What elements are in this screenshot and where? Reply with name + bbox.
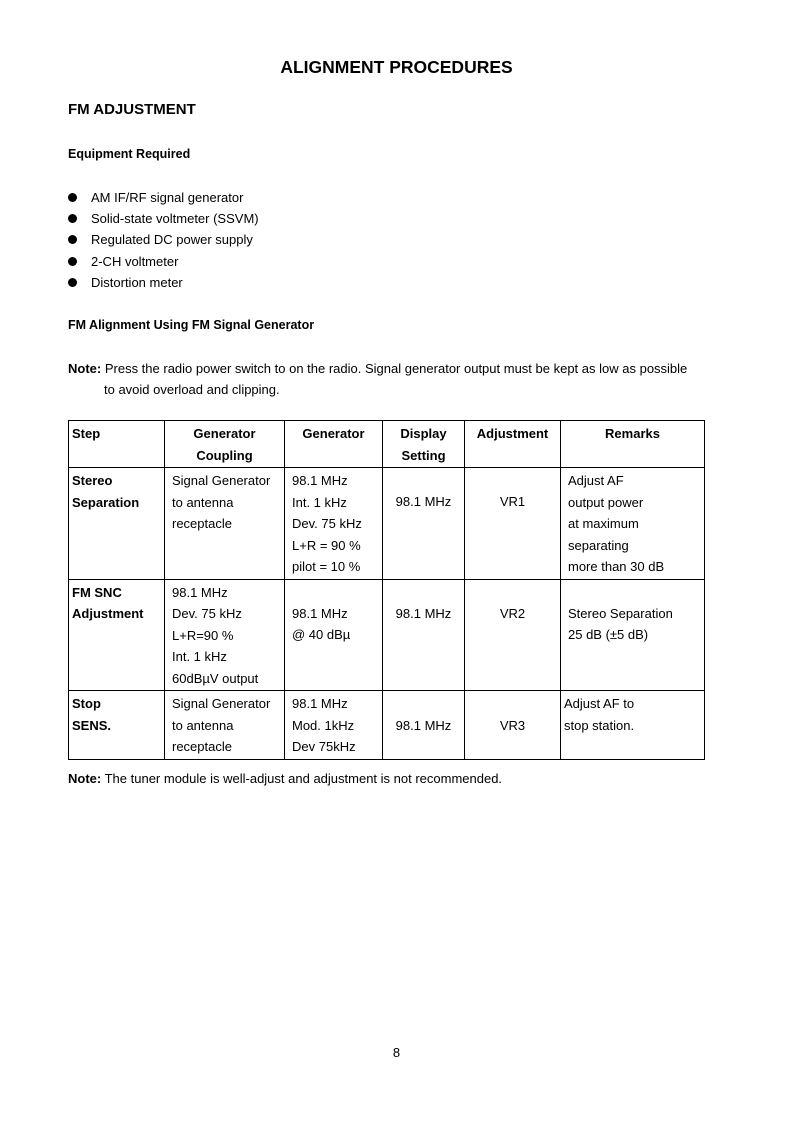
header-remarks: Remarks — [561, 421, 705, 468]
adjustment-cell: VR1 — [465, 468, 561, 580]
header-adjustment: Adjustment — [465, 421, 561, 468]
display-cell: 98.1 MHz — [383, 579, 465, 691]
table-row — [69, 468, 705, 580]
display-cell: 98.1 MHz — [383, 468, 465, 580]
step-cell: Stereo Separation — [69, 468, 165, 580]
coupling-cell: Signal Generator to antenna receptacle — [165, 468, 285, 580]
note-tuner: Note: The tuner module is well-adjust and adjustment is not recommended. — [68, 771, 503, 786]
page-title: ALIGNMENT PROCEDURES — [280, 57, 513, 77]
display-cell: 98.1 MHz — [383, 691, 465, 760]
alignment-heading: FM Alignment Using FM Signal Generator — [68, 318, 315, 332]
list-item: Regulated DC power supply — [68, 229, 259, 250]
remarks-cell: Stereo Separation 25 dB (±5 dB) — [561, 579, 705, 691]
table-row — [69, 691, 705, 760]
list-item: AM IF/RF signal generator — [68, 187, 259, 208]
generator-cell: 98.1 MHz @ 40 dBµ — [285, 579, 383, 691]
alignment-table — [68, 420, 705, 760]
bullet-icon — [68, 257, 77, 266]
adjustment-cell: VR2 — [465, 579, 561, 691]
step-cell: FM SNC Adjustment — [69, 579, 165, 691]
header-generator: Generator — [285, 421, 383, 468]
section-heading: FM ADJUSTMENT — [68, 101, 196, 118]
remarks-cell: Adjust AF to stop station. — [561, 691, 705, 760]
generator-cell: 98.1 MHz Mod. 1kHz Dev 75kHz — [285, 691, 383, 760]
bullet-icon — [68, 214, 77, 223]
step-cell: Stop SENS. — [69, 691, 165, 760]
adjustment-cell: VR3 — [465, 691, 561, 760]
equipment-heading: Equipment Required — [68, 147, 191, 161]
coupling-cell: Signal Generator to antenna receptacle — [165, 691, 285, 760]
page-number: 8 — [392, 1045, 401, 1060]
header-coupling: Generator Coupling — [165, 421, 285, 468]
equipment-list — [68, 187, 259, 293]
list-item: Distortion meter — [68, 272, 259, 293]
coupling-cell: 98.1 MHz Dev. 75 kHz L+R=90 % Int. 1 kHz 60dBµV output — [165, 579, 285, 691]
bullet-icon — [68, 278, 77, 287]
table-header-row — [69, 421, 705, 468]
bullet-icon — [68, 235, 77, 244]
list-item: Solid-state voltmeter (SSVM) — [68, 208, 259, 229]
note-overload: Note: Press the radio power switch to on the radio. Signal generator output must be kept as low as possible to avoid overload and clipping. — [68, 361, 688, 397]
list-item: 2-CH voltmeter — [68, 251, 259, 272]
header-step: Step — [69, 421, 165, 468]
generator-cell: 98.1 MHz Int. 1 kHz Dev. 75 kHz L+R = 90 % pilot = 10 % — [285, 468, 383, 580]
remarks-cell: Adjust AF output power at maximum separating more than 30 dB — [561, 468, 705, 580]
bullet-icon — [68, 193, 77, 202]
table-row — [69, 579, 705, 691]
header-display: Display Setting — [383, 421, 465, 468]
